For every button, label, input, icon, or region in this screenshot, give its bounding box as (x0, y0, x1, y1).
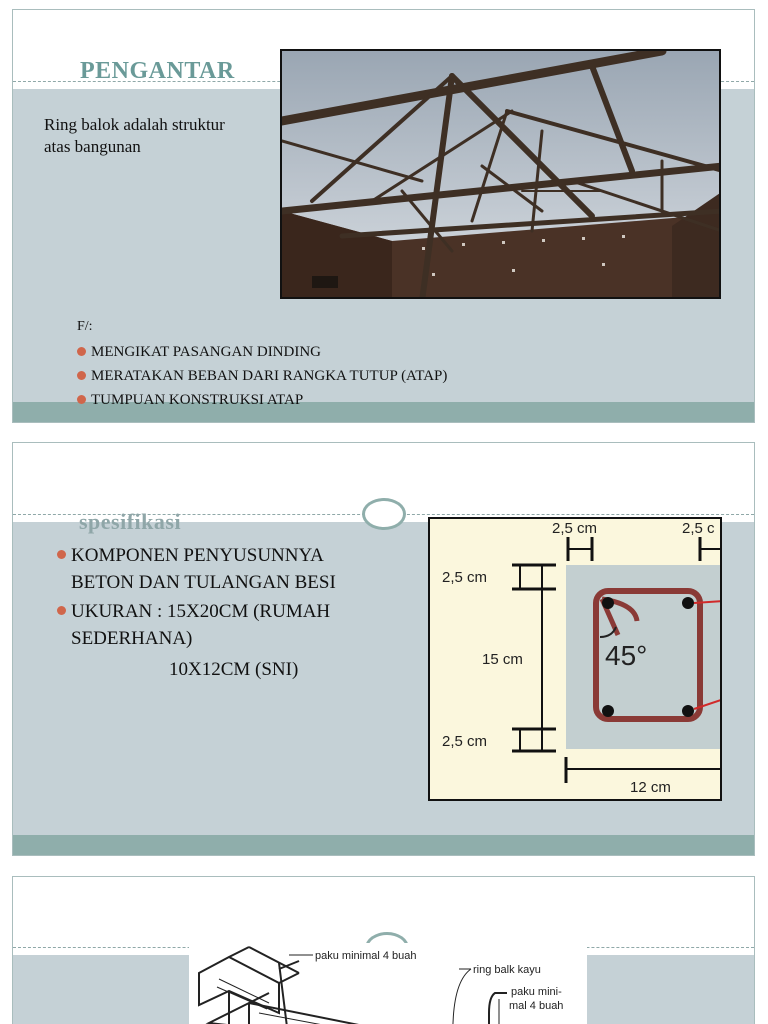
dim-side-top: 2,5 cm (442, 569, 488, 586)
dim-width: 12 cm (630, 779, 671, 796)
dim-top-right: 2,5 c (682, 520, 715, 537)
dim-side-bottom: 2,5 cm (442, 733, 488, 750)
label-ring-balk: ring balk kayu (473, 964, 541, 976)
spec-item-size (55, 598, 336, 683)
slide-sambungan (12, 876, 755, 1024)
function-item (75, 388, 447, 412)
function-label: F/: (77, 319, 93, 334)
bullet-icon (77, 371, 86, 380)
bullet-icon (57, 606, 66, 615)
dim-height: 15 cm (482, 651, 523, 668)
spec-text: KOMPONEN PENYUSUNNYA (71, 545, 324, 566)
sketch-drawing (189, 943, 587, 1024)
function-list (75, 340, 447, 412)
label-paku-right-2: mal 4 buah (509, 1000, 564, 1012)
intro-line-1: Ring balok adalah struktur (44, 115, 225, 134)
wood-ring-beam-sketch (189, 943, 587, 1024)
function-text: TUMPUAN KONSTRUKSI ATAP (91, 392, 304, 408)
footer-bar (13, 835, 754, 855)
function-item (75, 340, 447, 364)
spec-text: SEDERHANA) (71, 628, 193, 649)
intro-line-2: atas bangunan (44, 137, 141, 156)
spec-text: UKURAN : 15X20CM (RUMAH (71, 601, 331, 622)
bullet-icon (77, 347, 86, 356)
function-text: MENGIKAT PASANGAN DINDING (91, 344, 322, 360)
cross-section-drawing (430, 519, 722, 801)
roof-truss-photo (280, 49, 721, 299)
slide-title: spesifikasi (79, 509, 182, 534)
label-paku-top: paku minimal 4 buah (315, 950, 417, 962)
spec-item-components (55, 542, 336, 596)
slide-title: PENGANTAR (80, 58, 235, 84)
function-item (75, 364, 447, 388)
ring-beam-cross-section (428, 517, 722, 801)
spec-text: BETON DAN TULANGAN BESI (71, 572, 336, 593)
spec-list (55, 542, 336, 683)
dim-top-left: 2,5 cm (552, 520, 598, 537)
angle-label: 45° (605, 640, 648, 671)
bullet-icon (57, 550, 66, 559)
intro-text (44, 114, 225, 158)
spec-text: 10X12CM (SNI) (169, 659, 299, 680)
label-paku-right-1: paku mini- (511, 986, 562, 998)
slide-pengantar (12, 9, 755, 423)
roof-truss-image (282, 51, 721, 299)
slide-spesifikasi (12, 442, 755, 856)
function-text: MERATAKAN BEBAN DARI RANGKA TUTUP (ATAP) (91, 368, 448, 384)
bullet-icon (77, 395, 86, 404)
ring-ornament-icon (362, 498, 406, 530)
